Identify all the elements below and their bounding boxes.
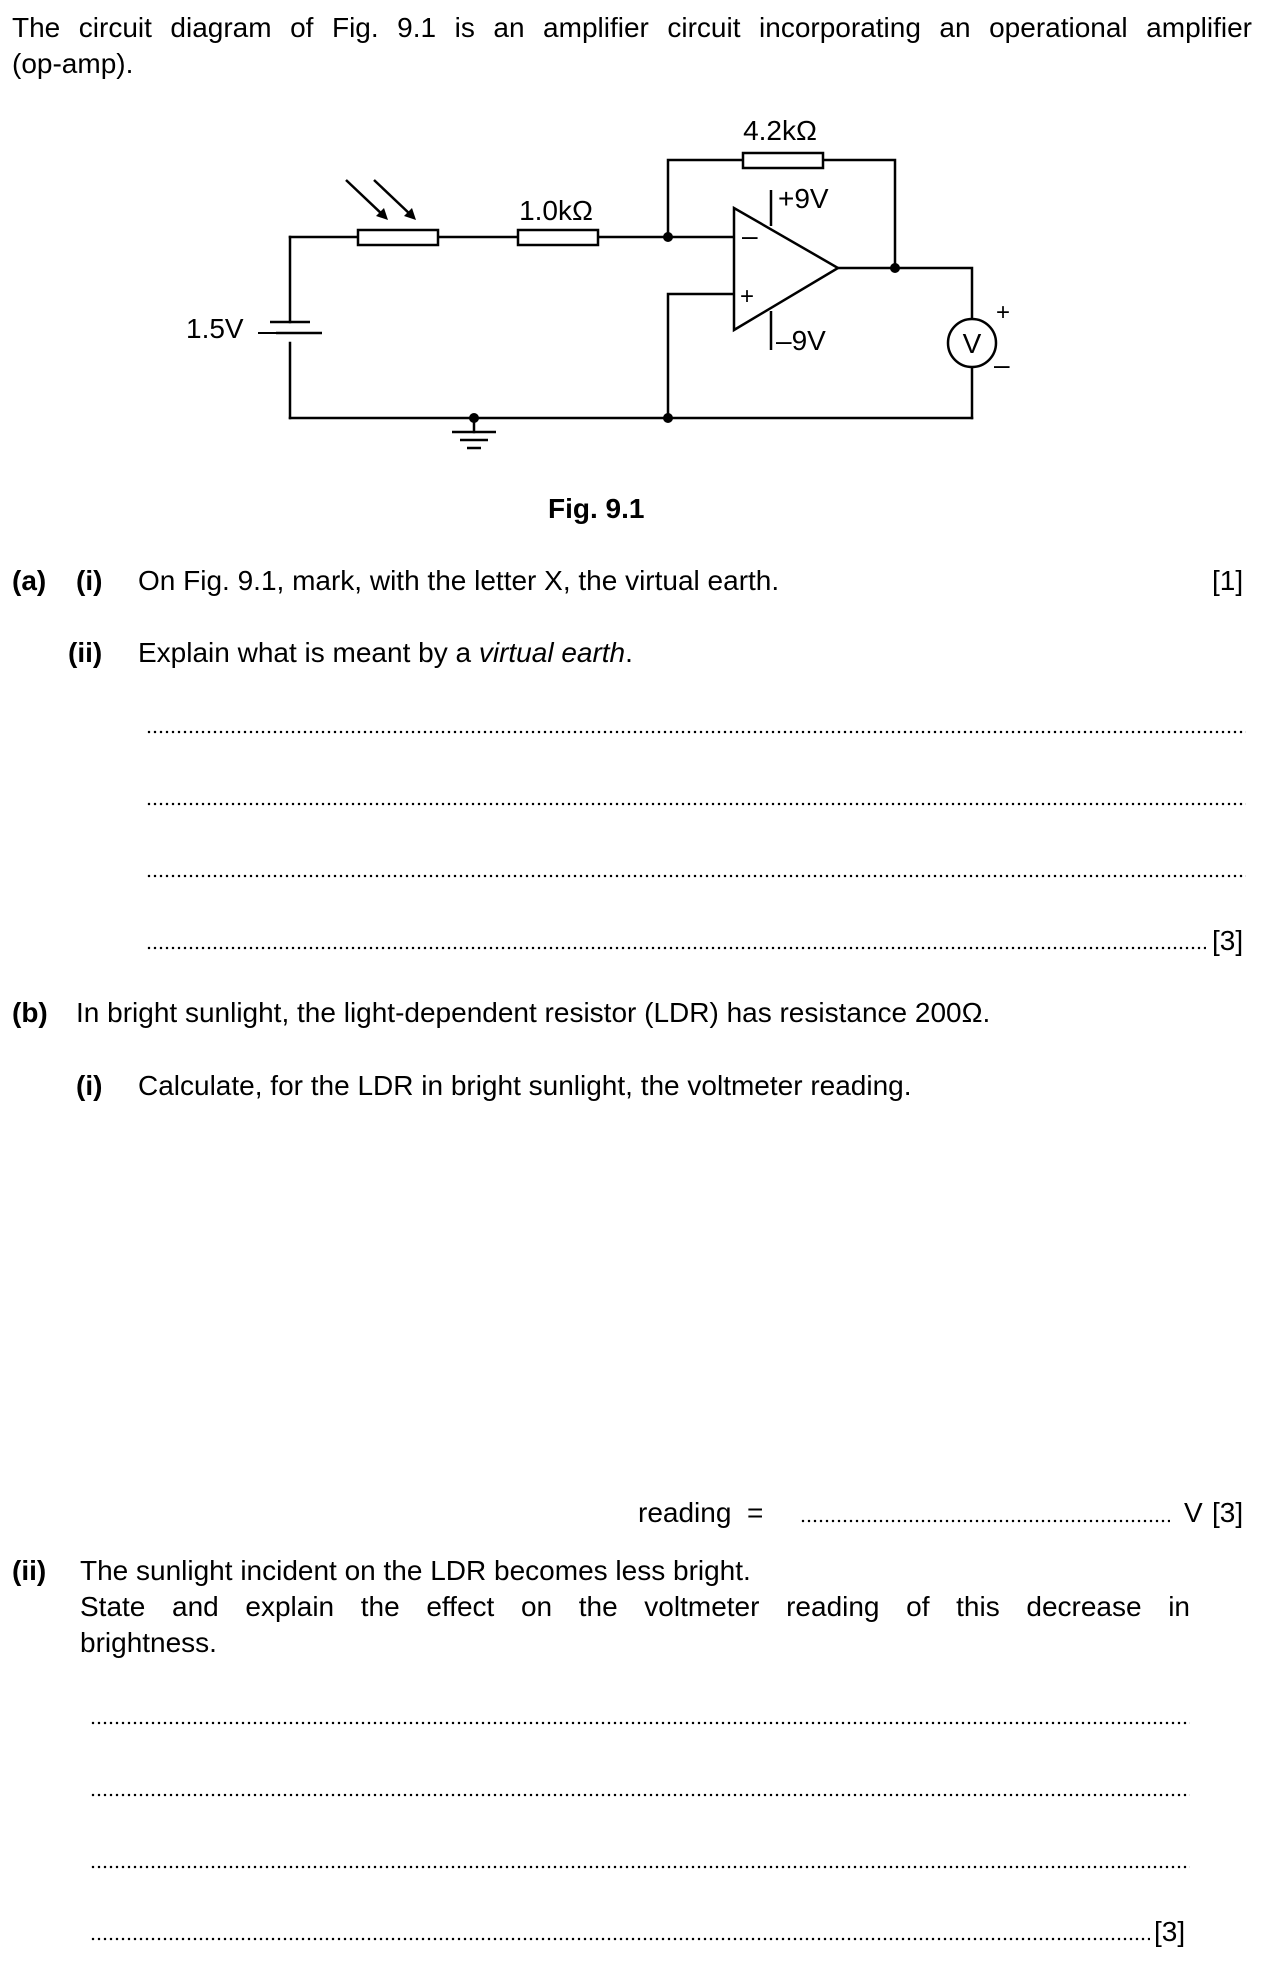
negative-supply-label: –9V <box>776 325 826 356</box>
reading-answer-line[interactable] <box>800 1518 1170 1524</box>
feedback-resistor-label: 4.2kΩ <box>743 115 817 146</box>
part-b-i-label: (i) <box>76 1070 103 1101</box>
part-a-ii-marks: [3] <box>1212 925 1244 956</box>
part-a-label: (a) <box>12 565 47 596</box>
reading-label: reading = <box>638 1497 764 1528</box>
wire-feedback-right <box>823 160 895 268</box>
ground-icon <box>452 432 496 448</box>
part-b-i-question: Calculate, for the LDR in bright sunlight, the voltmeter reading. <box>138 1070 912 1101</box>
wire-feedback-left <box>668 160 743 237</box>
part-a-ii-end: . <box>625 637 633 668</box>
intro-line-1: The circuit diagram of Fig. 9.1 is an amplifier circuit incorporating an operational amplifier <box>12 12 1252 43</box>
answer-line-a-ii-4[interactable] <box>146 945 1206 951</box>
answer-line-a-ii-1[interactable] <box>146 729 1246 735</box>
noninverting-input-sign: + <box>740 283 755 310</box>
ldr-resistor <box>358 230 438 245</box>
part-a-ii-text: Explain what is meant by a <box>138 637 479 668</box>
answer-line-b-ii-4[interactable] <box>90 1936 1150 1942</box>
answer-line-b-ii-1[interactable] <box>90 1720 1190 1726</box>
input-resistor-label: 1.0kΩ <box>519 195 593 226</box>
wire-output <box>838 268 972 318</box>
part-b-ii-label: (ii) <box>12 1555 47 1586</box>
part-a-i-label: (i) <box>76 565 103 596</box>
cell-label: 1.5V <box>186 313 244 344</box>
answer-line-a-ii-3[interactable] <box>146 873 1246 879</box>
part-a-ii-question <box>138 637 633 669</box>
answer-line-b-ii-3[interactable] <box>90 1864 1190 1870</box>
reading-unit: V <box>1184 1497 1203 1528</box>
junction-dots <box>469 232 900 423</box>
part-a-i-question: On Fig. 9.1, mark, with the letter X, the virtual earth. <box>138 565 780 596</box>
part-a-i-marks: [1] <box>1212 565 1244 596</box>
part-b-label: (b) <box>12 997 48 1028</box>
answer-line-b-ii-2[interactable] <box>90 1792 1190 1798</box>
voltmeter-letter: V <box>962 328 982 359</box>
answer-line-a-ii-2[interactable] <box>146 801 1246 807</box>
inverting-input-sign: – <box>742 220 758 251</box>
figure-caption: Fig. 9.1 <box>548 493 645 524</box>
feedback-resistor <box>743 153 823 168</box>
part-b-stem: In bright sunlight, the light-dependent resistor (LDR) has resistance 200Ω. <box>76 997 991 1028</box>
part-a-ii-term: virtual earth <box>478 637 626 668</box>
part-b-i-marks: [3] <box>1212 1497 1244 1528</box>
voltmeter-plus-sign: + <box>996 299 1011 326</box>
intro-line-2: (op-amp). <box>12 48 134 79</box>
part-b-ii-line-3: brightness. <box>80 1627 217 1658</box>
circuit-diagram <box>0 0 1272 480</box>
part-b-ii-line-1: The sunlight incident on the LDR becomes less bright. <box>80 1555 751 1586</box>
part-b-ii-line-2: State and explain the effect on the voltmeter reading of this decrease in <box>80 1591 1190 1622</box>
part-b-ii-marks: [3] <box>1154 1916 1186 1947</box>
wire-noninverting <box>668 294 734 418</box>
part-a-ii-label: (ii) <box>68 637 103 668</box>
input-resistor <box>518 230 598 245</box>
light-arrows-icon <box>346 180 412 216</box>
positive-supply-label: +9V <box>778 183 829 214</box>
voltmeter-minus-sign: – <box>994 349 1010 380</box>
